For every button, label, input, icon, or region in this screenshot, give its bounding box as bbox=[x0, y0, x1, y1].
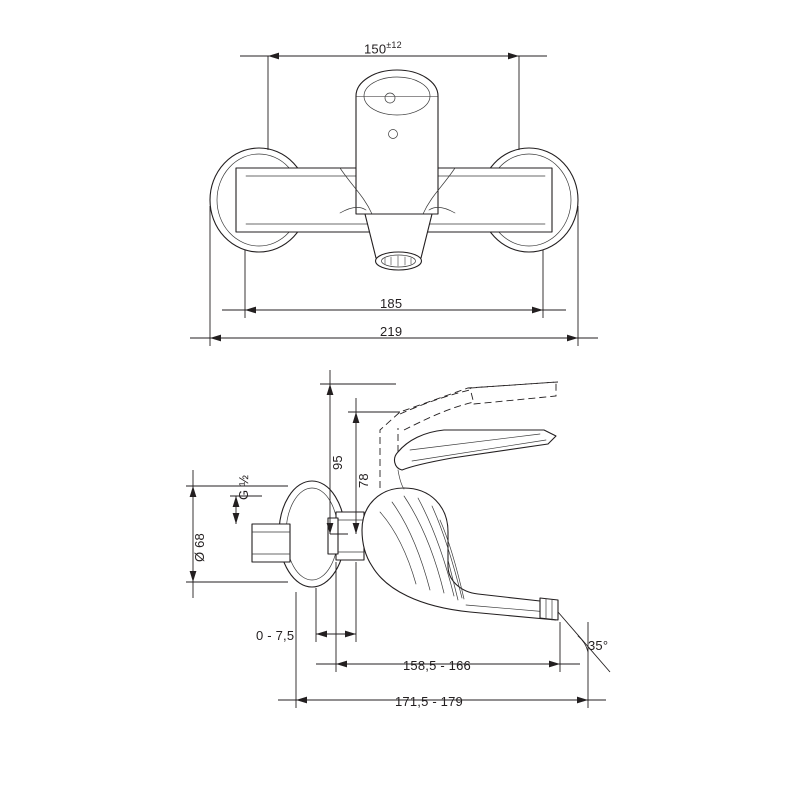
dimension-label-35-degrees: 35° bbox=[588, 638, 609, 653]
dimension-label-150: $150^{\pm 12}$ bbox=[364, 40, 402, 57]
dimension-label-219: 219 bbox=[380, 324, 403, 339]
dimension-label-158-5-166: 158,5 - 166 bbox=[403, 658, 471, 673]
dimension-label-0-7-5: 0 - 7,5 bbox=[256, 628, 295, 643]
dimension-label-171-5-179: 171,5 - 179 bbox=[395, 694, 463, 709]
dimension-label-95: 95 bbox=[330, 455, 345, 470]
dimension-label-g-half: G ½ bbox=[236, 474, 251, 500]
dimension-label-diameter-68: Ø 68 bbox=[192, 533, 207, 562]
dimension-label-185: 185 bbox=[380, 296, 403, 311]
side-view-geometry bbox=[252, 382, 558, 620]
front-view-geometry bbox=[210, 70, 578, 270]
dimension-label-78: 78 bbox=[356, 473, 371, 488]
